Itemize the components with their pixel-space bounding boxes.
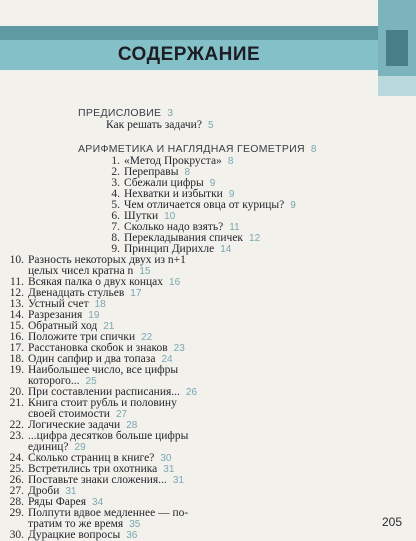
entry-page: 24 [161, 354, 173, 365]
entry-text: Положите три спички [28, 331, 136, 343]
entry-text: которого... [28, 375, 80, 387]
entry-page: 10 [164, 211, 176, 222]
entry-page: 9 [209, 178, 216, 189]
entry-page: 17 [130, 288, 142, 299]
entry-page: 22 [141, 332, 153, 343]
section-page: 8 [310, 144, 317, 155]
entry-page: 8 [184, 167, 190, 178]
entry-number: 2. [111, 166, 120, 178]
entry-page: 36 [126, 530, 138, 541]
entry-page: 23 [173, 343, 185, 354]
entry-page: 31 [172, 475, 184, 486]
entry-text: единиц? [28, 441, 69, 453]
entry-number: 12. [9, 287, 24, 299]
preface-heading-text: ПРЕДИСЛОВИЕ [78, 107, 162, 119]
entry-page: 34 [92, 497, 104, 508]
entry-number: 8. [111, 232, 120, 244]
entry-text: Один сапфир и два топаза [28, 353, 156, 365]
entry-text: Переправы [124, 166, 179, 178]
entry-number: 26. [9, 474, 24, 486]
entry-number: 10. [9, 254, 24, 266]
entry-text: Устный счет [28, 298, 89, 310]
page-number: 205 [381, 515, 402, 529]
entry-number: 19. [9, 364, 24, 376]
entry-text: Сколько надо взять? [124, 221, 224, 233]
entry-text: Принцип Дирихле [124, 243, 215, 255]
entry-number: 14. [9, 309, 24, 321]
corner-light-decoration [378, 76, 416, 96]
entry-text: Всякая палка о двух концах [28, 276, 164, 288]
entry-text: Как решать задачи? [106, 119, 202, 131]
entry-number: 1. [111, 155, 120, 167]
preface-page: 3 [167, 108, 174, 119]
entry-text: Ряды Фарея [28, 496, 87, 508]
entry-number: 6. [111, 210, 120, 222]
entry-text: Разрезания [28, 309, 83, 321]
entry-text: Логические задачи [28, 419, 121, 431]
entry-text: Встретились три охотника [28, 463, 158, 475]
entry-text: Дурацкие вопросы [28, 529, 121, 541]
entry-text: Поставьте знаки сложения... [28, 474, 167, 486]
entry-text: При составлении расписания... [28, 386, 180, 398]
entry-number: 27. [9, 485, 24, 497]
toc-entry [0, 530, 300, 541]
entry-number: 3. [111, 177, 120, 189]
entry-number: 18. [9, 353, 24, 365]
entry-number: 7. [111, 221, 120, 233]
entry-text: Шутки [124, 210, 159, 222]
page-title: СОДЕРЖАНИЕ [117, 44, 261, 65]
entry-page: 19 [88, 310, 100, 321]
entry-number: 20. [9, 386, 24, 398]
entry-page: 27 [115, 409, 128, 420]
entry-page: 21 [103, 321, 115, 332]
entry-page: 26 [185, 387, 198, 398]
entry-page: 35 [129, 519, 141, 530]
entry-page: 14 [220, 244, 232, 255]
toc-entries [0, 156, 416, 541]
entry-number: 29. [9, 507, 24, 519]
entry-number: 5. [111, 199, 120, 211]
entry-text: Сбежали цифры [124, 177, 204, 189]
entry-text: Сколько страниц в книге? [28, 452, 155, 464]
entry-number: 25. [9, 463, 24, 475]
entry-text: Нехватки и избытки [124, 188, 223, 200]
table-of-contents [0, 107, 416, 541]
entry-page: 31 [65, 486, 77, 497]
entry-number: 23. [9, 430, 24, 442]
entry-number: 28. [9, 496, 24, 508]
entry-page: 5 [207, 120, 214, 131]
section-heading-text: АРИФМЕТИКА И НАГЛЯДНАЯ ГЕОМЕТРИЯ [78, 143, 305, 155]
entry-page: 8 [227, 156, 234, 167]
entry-text: Расстановка скобок и знаков [28, 342, 168, 354]
entry-number: 9. [111, 243, 120, 255]
entry-text: Чем отличается овца от курицы? [124, 199, 285, 211]
entry-number: 4. [111, 188, 120, 200]
corner-square-decoration [386, 30, 408, 66]
entry-text: своей стоимости [28, 408, 110, 420]
entry-page: 28 [126, 420, 138, 431]
entry-number: 15. [9, 320, 24, 332]
entry-number: 13. [9, 298, 24, 310]
entry-page: 29 [74, 442, 86, 453]
entry-number: 16. [9, 331, 24, 343]
toc-entry-intro [106, 120, 406, 131]
entry-page: 16 [169, 277, 181, 288]
entry-number: 11. [10, 276, 24, 288]
entry-text: Полпути вдвое медленнее — по- [28, 507, 189, 519]
entry-number: 24. [9, 452, 24, 464]
entry-text: Книга стоит рубль и половину [28, 397, 177, 409]
entry-page: 18 [94, 299, 106, 310]
entry-number: 22. [9, 419, 24, 431]
entry-page: 9 [228, 189, 235, 200]
header-band-dark [0, 26, 378, 40]
entry-text: тратим то же время [28, 518, 124, 530]
entry-page: 15 [139, 266, 151, 277]
entry-text: Наибольшее число, все цифры [28, 364, 179, 376]
entry-number: 30. [9, 529, 24, 541]
entry-text: ...цифра десятков больше цифры [28, 430, 189, 442]
entry-text: Разность некоторых двух из n+1 [28, 254, 186, 266]
entry-text: «Метод Прокруста» [124, 155, 222, 167]
entry-text: Перекладывания спичек [124, 232, 244, 244]
entry-page: 30 [160, 453, 172, 464]
entry-page: 9 [290, 200, 296, 211]
entry-page: 11 [229, 222, 240, 233]
entry-page: 25 [85, 376, 97, 387]
entry-number: 21. [9, 397, 24, 409]
entry-page: 12 [249, 233, 261, 244]
entry-text: целых чисел кратна n [28, 265, 134, 277]
entry-text: Обратный ход [28, 320, 98, 332]
entry-text: Двенадцать стульев [28, 287, 125, 299]
entry-number: 17. [9, 342, 24, 354]
entry-page: 31 [163, 464, 175, 475]
entry-text: Дроби [28, 485, 60, 497]
